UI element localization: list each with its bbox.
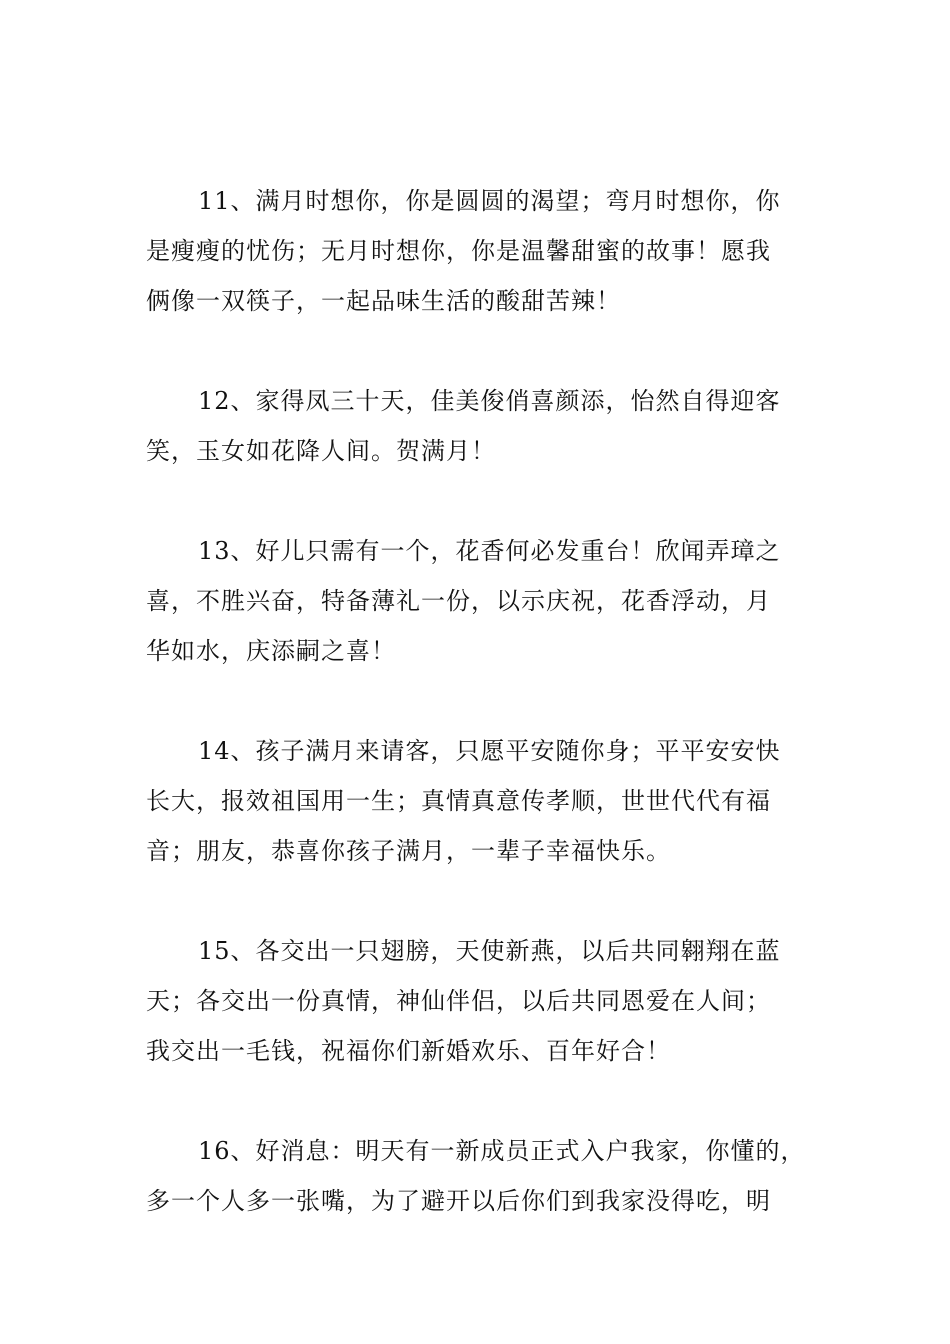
paragraph-line: 15、各交出一只翅膀，天使新燕，以后共同翱翔在蓝 (198, 937, 781, 965)
paragraph-line: 多一个人多一张嘴，为了避开以后你们到我家没得吃，明 (146, 1187, 771, 1215)
paragraph-11 (146, 176, 806, 326)
paragraph-15 (146, 926, 806, 1076)
paragraph-line: 天；各交出一份真情，神仙伴侣，以后共同恩爱在人间； (146, 987, 771, 1015)
paragraph-line: 喜，不胜兴奋，特备薄礼一份，以示庆祝，花香浮动，月 (146, 587, 771, 615)
paragraph-line: 14、孩子满月来请客，只愿平安随你身；平平安安快 (198, 737, 781, 765)
paragraph-line: 音；朋友，恭喜你孩子满月，一辈子幸福快乐。 (146, 837, 671, 865)
paragraph-line: 11、满月时想你，你是圆圆的渴望；弯月时想你，你 (198, 187, 781, 215)
paragraph-13 (146, 526, 806, 676)
paragraph-12 (146, 376, 806, 476)
paragraph-line: 13、好儿只需有一个，花香何必发重台！欣闻弄璋之 (198, 537, 781, 565)
paragraph-line: 俩像一双筷子，一起品味生活的酸甜苦辣！ (146, 287, 621, 315)
paragraph-line: 16、好消息：明天有一新成员正式入户我家，你懂的， (198, 1137, 806, 1165)
paragraph-line: 我交出一毛钱，祝福你们新婚欢乐、百年好合！ (146, 1037, 671, 1065)
paragraph-line: 长大，报效祖国用一生；真情真意传孝顺，世世代代有福 (146, 787, 771, 815)
document-body (146, 176, 806, 1276)
paragraph-line: 12、家得凤三十天，佳美俊俏喜颜添，怡然自得迎客 (198, 387, 781, 415)
paragraph-16 (146, 1126, 806, 1226)
paragraph-14 (146, 726, 806, 876)
paragraph-line: 是瘦瘦的忧伤；无月时想你，你是温馨甜蜜的故事！愿我 (146, 237, 771, 265)
paragraph-line: 华如水，庆添嗣之喜！ (146, 637, 396, 665)
paragraph-line: 笑，玉女如花降人间。贺满月！ (146, 437, 496, 465)
